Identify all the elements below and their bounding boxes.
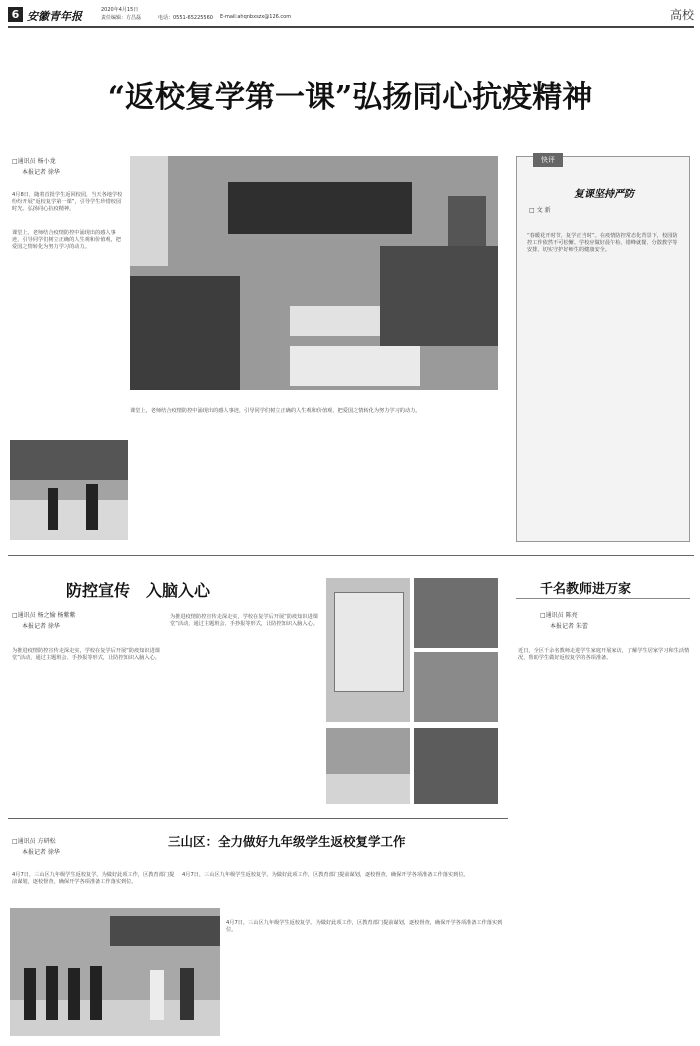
staff-figure-3 bbox=[68, 968, 80, 1020]
collage-photo-classroom bbox=[414, 728, 498, 804]
sanshan-body-columns: 4月7日，三山区九年级学生返校复学。为做好此项工作，区教育部门提前谋划，逐校督查，确保开学各项准备工作落实到位。 bbox=[226, 920, 503, 933]
sanshan-byline bbox=[12, 836, 162, 856]
header-rule bbox=[8, 26, 694, 28]
sanshan-body-right: 4月7日，三山区九年级学生返校复学。为做好此项工作，区教育部门提前谋划，逐校督查，确保开学各项准备工作落实到位。 bbox=[182, 872, 469, 878]
staff-figure-5 bbox=[150, 970, 164, 1020]
desk-front bbox=[290, 346, 420, 386]
teachers-byline bbox=[540, 610, 690, 630]
bottom-divider bbox=[8, 818, 508, 819]
trees-backdrop bbox=[10, 440, 128, 480]
issue-date: 2020年4月15日 bbox=[101, 7, 139, 13]
teachers-headline-rule bbox=[516, 598, 690, 599]
section-divider bbox=[8, 555, 694, 556]
teachers-headline: 千名教师进万家 bbox=[540, 582, 632, 597]
sanshan-headline: 三山区：全力做好九年级学生返校复学工作 bbox=[168, 834, 406, 849]
prevention-byline bbox=[12, 610, 162, 630]
contact-email: E-mail:ahqnbxszx@126.com bbox=[220, 14, 292, 20]
staff-figure-1 bbox=[24, 968, 36, 1020]
school-gate-photo bbox=[10, 908, 220, 1036]
prevention-body-left: 为推进疫情防控宣传走深走实，学校在复学后开展“防疫知识进课堂”活动，通过主题班会、手抄报等形式，让防控知识入脑入心。 bbox=[12, 648, 160, 661]
students-right bbox=[380, 246, 498, 346]
flag-raising-photo bbox=[10, 440, 128, 540]
window-left bbox=[130, 156, 168, 266]
poster-board bbox=[334, 592, 404, 692]
byline-journalist: 本报记者 徐华 bbox=[22, 169, 60, 176]
collage-photo-corridor bbox=[414, 652, 498, 722]
prevention-byline-reporter: □通讯员 杨之愉 杨紫紫 bbox=[12, 612, 76, 619]
commentary-tag: 快评 bbox=[533, 153, 563, 167]
collage-photo-poster bbox=[326, 578, 410, 722]
collage-photo-students bbox=[414, 578, 498, 648]
students-left bbox=[130, 276, 240, 390]
teachers-body: 近日，全区千余名教师走进学生家庭开展家访，了解学生居家学习和生活情况，帮助学生做好返校复学的各项准备。 bbox=[518, 648, 690, 661]
blackboard bbox=[228, 182, 412, 234]
collage-photo-hallway bbox=[326, 728, 410, 804]
page-number-badge: 6 bbox=[8, 7, 23, 22]
prevention-body-right: 为推进疫情防控宣传走深走实，学校在复学后开展“防疫知识进课堂”活动，通过主题班会、手抄报等形式，让防控知识入脑入心。 bbox=[170, 614, 318, 627]
gate-roof bbox=[110, 916, 220, 946]
section-name: 高校 bbox=[669, 8, 694, 22]
student-figure-1 bbox=[48, 488, 58, 530]
staff-figure-4 bbox=[90, 966, 102, 1020]
main-article-byline bbox=[12, 156, 124, 176]
paper-name: 安徽青年报 bbox=[27, 10, 82, 23]
editor-line: 责任编辑：方昌磊 bbox=[101, 15, 142, 21]
main-article-lead: 4月8日，随着首批学生返回校园，当天各地学校纷纷开展“返校复学第一课”，引导学生珍惜校园时光、弘扬同心抗疫精神。 课堂上，老师结合疫情防控中涌现出的感人事迹，引导同学们树立正确的人生观和价值观，把爱国之情转化为努力学习的动力。 bbox=[12, 192, 123, 250]
main-article-columns: 课堂上，老师结合疫情防控中涌现出的感人事迹，引导同学们树立正确的人生观和价值观，把爱国之情转化为努力学习的动力。 bbox=[130, 408, 421, 414]
fence bbox=[10, 500, 128, 540]
commentary-body: “春暖花开时节，复学正当时”。在疫情防控常态化背景下，校园防控工作依然不可松懈。学校应做好晨午检、错峰就餐、分散教学等安排，切实守护好师生的健康安全。 bbox=[527, 233, 678, 253]
sanshan-byline-reporter: □通讯员 方研松 bbox=[12, 838, 56, 845]
staff-figure-2 bbox=[46, 966, 58, 1020]
byline-reporter: □通讯员 杨小龙 bbox=[12, 158, 56, 165]
sanshan-byline-journalist: 本报记者 徐华 bbox=[22, 849, 60, 856]
main-headline: “返校复学第一课”弘扬同心抗疫精神 bbox=[107, 80, 593, 115]
commentary-title: 复课坚持严防 bbox=[574, 189, 634, 200]
hallway-floor bbox=[326, 774, 410, 804]
student-figure-2 bbox=[86, 484, 98, 530]
phone-number: 电话：0551-65225560 bbox=[158, 15, 213, 21]
prevention-headline: 防控宣传 入脑入心 bbox=[66, 581, 211, 600]
teachers-byline-journalist: 本报记者 朱蕾 bbox=[550, 623, 588, 630]
teachers-byline-reporter: □通讯员 陈亮 bbox=[540, 612, 578, 619]
staff-figure-6 bbox=[180, 968, 194, 1020]
classroom-photo bbox=[130, 156, 498, 390]
photo-collage bbox=[326, 578, 498, 804]
prevention-byline-journalist: 本报记者 徐华 bbox=[22, 623, 60, 630]
page-header bbox=[8, 6, 694, 24]
sanshan-body-top: 4月7日，三山区九年级学生返校复学。为做好此项工作，区教育部门提前谋划，逐校督查，确保开学各项准备工作落实到位。 bbox=[12, 872, 175, 885]
commentary-sidebar bbox=[516, 156, 690, 542]
commentary-byline: □ 文 新 bbox=[529, 207, 551, 214]
